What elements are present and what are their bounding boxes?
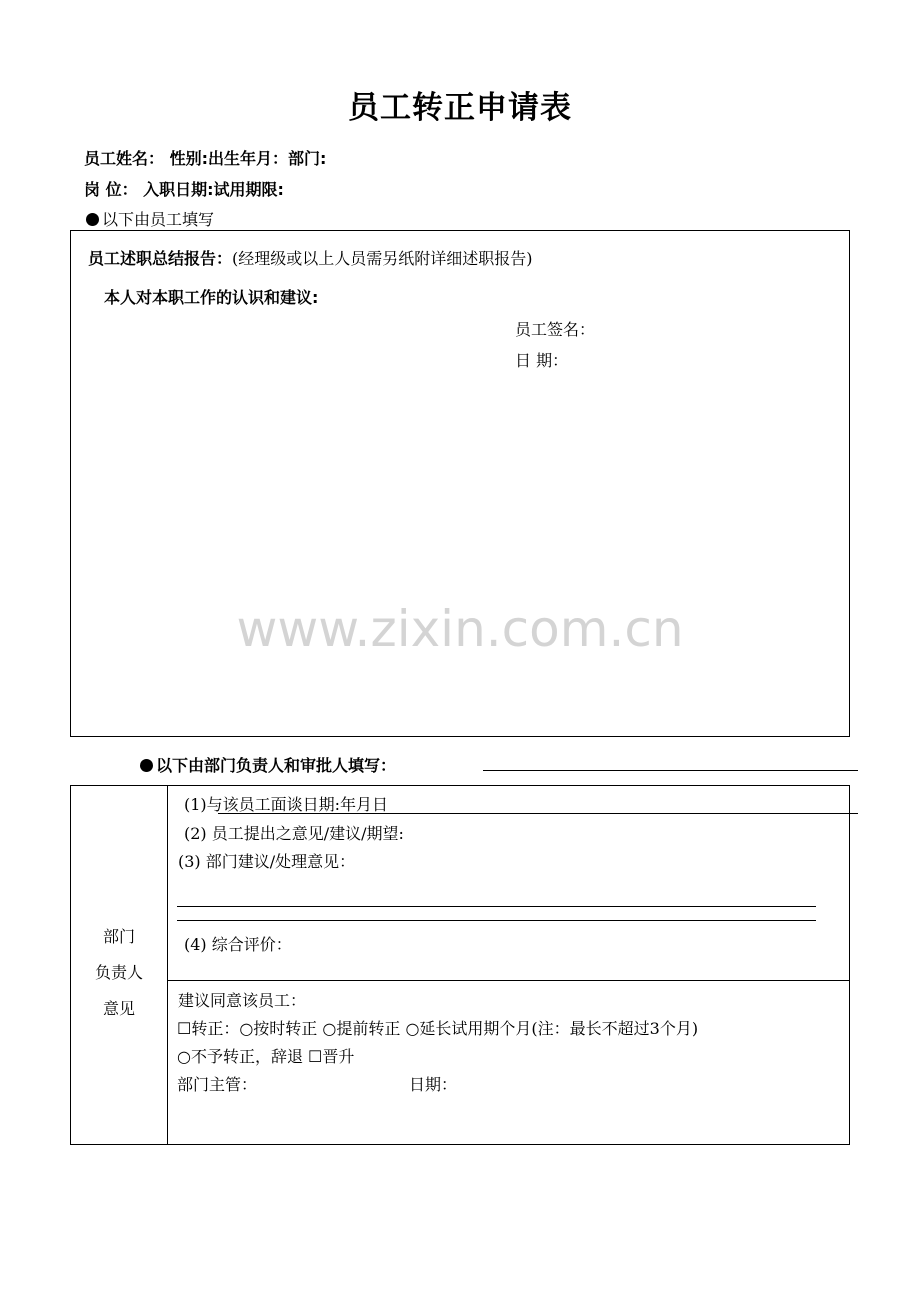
item-interview-date: (1)与该员工面谈日期:年月日 bbox=[184, 795, 389, 814]
report-note: (经理级或以上人员需另纸附详细述职报告) bbox=[232, 249, 533, 268]
section1-intro bbox=[86, 207, 214, 230]
left-label-line-3: 意见 bbox=[102, 999, 135, 1018]
suggestion-line-1[interactable] bbox=[177, 906, 816, 907]
item-employee-feedback: (2) 员工提出之意见/建议/期望: bbox=[184, 824, 404, 843]
bullet-icon bbox=[86, 213, 99, 226]
left-label-line-1: 部门 bbox=[102, 927, 135, 946]
section2-intro-text: 以下由部门负责人和审批人填写： bbox=[156, 756, 397, 775]
recommend-label: 建议同意该员工： bbox=[178, 991, 307, 1010]
page-title: 员工转正申请表 bbox=[348, 90, 572, 126]
section1-intro-text: 以下由员工填写 bbox=[102, 210, 215, 229]
recommend-options-row-1[interactable]: ☐转正：○按时转正 ○提前转正 ○延长试用期个月(注：最长不超过3个月) bbox=[177, 1019, 699, 1038]
watermark: www.zixin.com.cn bbox=[236, 600, 684, 658]
item-overall-evaluation: (4) 综合评价： bbox=[184, 935, 292, 954]
employee-info-line-2: 岗 位： 入职日期:试用期限: bbox=[84, 180, 284, 199]
bullet-icon bbox=[140, 759, 153, 772]
item-department-suggestion: (3) 部门建议/处理意见： bbox=[178, 852, 356, 871]
table-divider-horizontal bbox=[168, 980, 849, 981]
supervisor-date-label: 日期： bbox=[409, 1075, 458, 1094]
suggestion-line-2[interactable] bbox=[177, 920, 816, 921]
report-label: 员工述职总结报告： bbox=[88, 249, 233, 268]
section2-intro bbox=[140, 753, 396, 776]
report-label-line bbox=[88, 246, 533, 269]
employee-signature-label: 员工签名： bbox=[515, 320, 596, 339]
supervisor-label: 部门主管： bbox=[177, 1075, 258, 1094]
employee-info-line-1: 员工姓名： 性别:出生年月：部门: bbox=[84, 149, 327, 168]
left-column-label bbox=[70, 919, 168, 1027]
interview-underline bbox=[218, 813, 858, 814]
left-label-line-2: 负责人 bbox=[94, 963, 143, 982]
opinion-label: 本人对本职工作的认识和建议: bbox=[104, 288, 319, 307]
employee-date-label: 日 期： bbox=[515, 351, 569, 370]
recommend-options-row-2[interactable]: ○不予转正，辞退 ☐晋升 bbox=[177, 1047, 355, 1066]
approver-underline bbox=[483, 770, 858, 771]
